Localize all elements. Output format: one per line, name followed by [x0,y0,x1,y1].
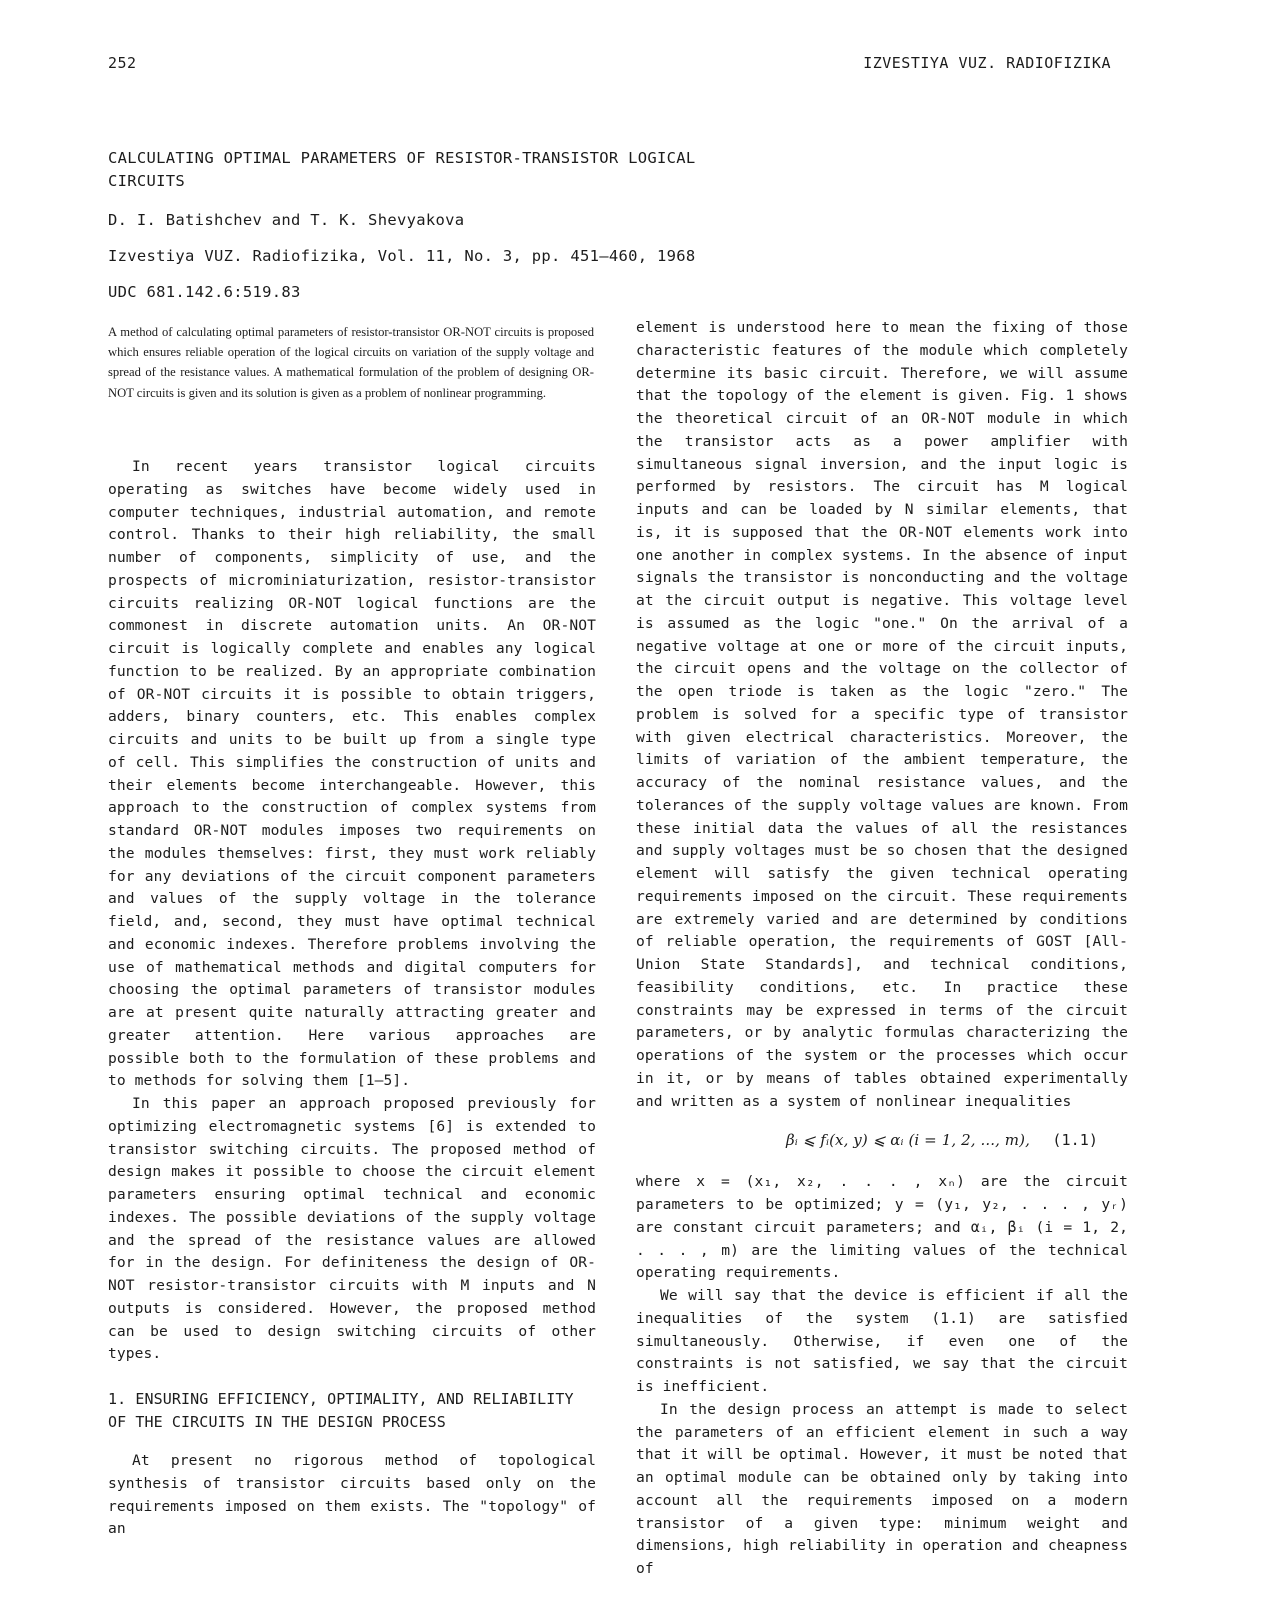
left-paragraph-1: In recent years transistor logical circuits operating as switches have become widely used in computer techniques, industrial automation, and remote control. Thanks to their high reliability, the small number of components, simplicity of use, and the prospects of microminiaturization, resistor-transistor circuits realizing OR-NOT logical functions are the commonest in discrete automation units. An OR-NOT circuit is logically complete and enables any logical function to be realized. By an appropriate combination of OR-NOT circuits it is possible to obtain triggers, adders, binary counters, etc. This enables complex circuits and units to be built up from a single type of cell. This simplifies the construction of units and their elements become interchangeable. However, this approach to the construction of complex systems from standard OR-NOT modules imposes two requirements on the modules themselves: first, they must work reliably for any deviations of the circuit component parameters and values of the supply voltage in the tolerance field, and, second, they must have optimal technical and economic indexes. Therefore problems involving the use of mathematical methods and digital computers for choosing the optimal parameters of transistor modules are at present quite naturally attracting greater and greater attention. Here various approaches are possible both to the formulation of these problems and to methods for solving them [1–5]. [108,458,596,1090]
udc-code: UDC 681.142.6:519.83 [108,283,301,301]
title-block [108,147,868,317]
left-paragraph-2: In this paper an approach proposed previously for optimizing electromagnetic systems [6] is extended to transistor switching circuits. The proposed method of design makes it possible to choose the circuit element parameters ensuring optimal technical and economic indexes. The possible deviations of the supply voltage and the spread of the resistance values are allowed for in the design. For definiteness the design of OR-NOT resistor-transistor circuits with M inputs and N outputs is considered. However, the proposed method can be used to design switching circuits of other types. [108,1095,596,1363]
article-title [108,147,868,193]
citation: Izvestiya VUZ. Radiofizika, Vol. 11, No. 3, pp. 451–460, 1968 [108,247,696,265]
right-paragraph-3: We will say that the device is efficient if all the inequalities of the system (1.1) are satisfied simultaneously. Otherwise, if even one of the constraints is not satisfied, we say that the circuit is inefficient. [636,1287,1128,1395]
abstract: A method of calculating optimal parameters of resistor-transistor OR-NOT circuits is proposed which ensures reliable operation of the logical circuits on variation of the supply voltage and spread of the resistance values. A mathematical formulation of the problem of designing OR-NOT circuits is given and its solution is given as a problem of nonlinear programming. [108,325,594,400]
left-paragraph-3: At present no rigorous method of topological synthesis of transistor circuits based only on the requirements imposed on them exists. The "topology" of an [108,1452,596,1538]
running-header [108,54,1111,78]
journal-name: IZVESTIYA VUZ. RADIOFIZIKA [863,54,1111,72]
right-paragraph-4: In the design process an attempt is made to select the parameters of an efficient element in such a way that it will be optimal. However, it must be noted that an optimal module can be obtained only by taking into account all the requirements imposed on a modern transistor of a given type: minimum weight and dimensions, high reliability in operation and cheapness of [636,1400,1128,1577]
authors: D. I. Batishchev and T. K. Shevyakova [108,211,465,229]
equation-1-1 [636,1129,1128,1153]
equation-body: βᵢ ⩽ fᵢ(x, y) ⩽ αᵢ (i = 1, 2, ..., m), [786,1131,1030,1150]
left-column [108,456,596,1541]
title-line-2: CIRCUITS [108,172,186,190]
right-paragraph-1: element is understood here to mean the fixing of those characteristic features of the module which completely determine its basic circuit. Therefore, we will assume that the topology of the element is given. Fig. 1 shows the theoretical circuit of an OR-NOT module in which the transistor acts as a power amplifier with simultaneous signal inversion, and the input logic is performed by resistors. The circuit has M logical inputs and can be loaded by N similar elements, that is, it is supposed that the OR-NOT elements work into one another in complex systems. In the absence of input signals the transistor is nonconducting and the voltage at the circuit output is negative. This voltage level is assumed as the logic "one." On the arrival of a negative voltage at one or more of the circuit inputs, the circuit opens and the voltage on the collector of the open triode is taken as the logic "zero." The problem is solved for a specific type of transistor with given electrical characteristics. Moreover, the limits of variation of the ambient temperature, the accuracy of the nominal resistance values, and the tolerances of the supply voltage values are known. From these initial data the values of all the resistances and supply voltages must be so chosen that the designed element will satisfy the given technical operating requirements imposed on the circuit. These requirements are extremely varied and are determined by conditions of reliable operation, the requirements of GOST [All-Union State Standards], and technical conditions, feasibility conditions, etc. In practice these constraints may be expressed in terms of the circuit parameters, or by analytic formulas characterizing the operations of the system or the processes which occur in it, or by means of tables obtained experimentally and written as a system of nonlinear inequalities [636,319,1128,1110]
title-line-1: CALCULATING OPTIMAL PARAMETERS OF RESISTOR-TRANSISTOR LOGICAL [108,149,696,167]
section-heading: 1. ENSURING EFFICIENCY, OPTIMALITY, AND RELIABILITY OF THE CIRCUITS IN THE DESIGN PROCESS [108,1390,574,1431]
equation-number: (1.1) [1052,1131,1098,1150]
right-column [636,317,1128,1581]
page-number: 252 [108,54,137,72]
right-paragraph-2: where x = (x₁, x₂, . . . , xₙ) are the circuit parameters to be optimized; y = (y₁, y₂, . . . , yᵣ) are constant circuit parameters; and αᵢ, βᵢ (i = 1, 2, . . . , m) are the limiting values of the technical operating requirements. [636,1173,1128,1282]
